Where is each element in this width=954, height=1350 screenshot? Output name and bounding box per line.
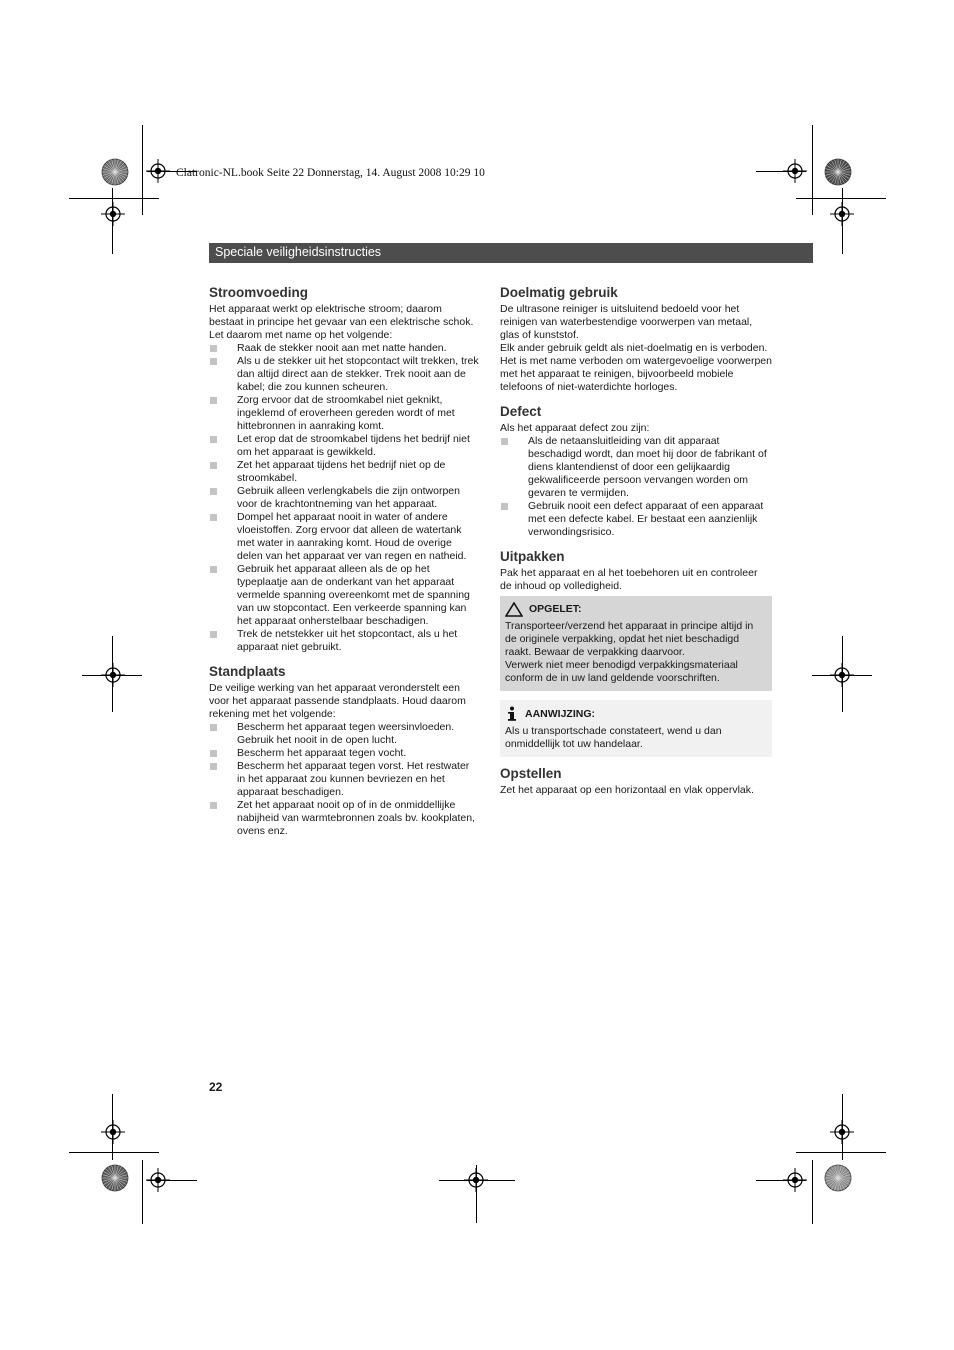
stroomvoeding-list [209,342,479,654]
registration-mark-icon [101,202,125,226]
defect-list [500,435,772,539]
section-defect [500,404,772,539]
list-item: Gebruik alleen verlengkabels die zijn ontworpen voor de krachtontneming van het apparaat. [209,485,479,511]
stroomvoeding-intro: Het apparaat werkt op elektrische stroom; daarom bestaat in principe het gevaar van een elektrische schok. Let daarom met name op het volgende: [209,303,474,341]
heading-stroomvoeding: Stroomvoeding [209,285,309,300]
crop-mark-line [796,198,886,199]
standplaats-intro: De veilige werking van het apparaat veronderstelt een voor het apparaat passende standplaats. Houd daarom rekening met het volgende: [209,682,466,720]
list-item: Bescherm het apparaat tegen vocht. [209,747,479,760]
crop-mark-line [69,1152,159,1153]
heading-doelmatig-gebruik: Doelmatig gebruik [500,285,618,300]
right-column [500,285,772,807]
crop-mark-line [142,1160,143,1224]
doelmatig-paragraph-3: Het is met name verboden om watergevoelige voorwerpen met het apparaat te reinigen, bijvoorbeeld mobiele telefoons of niet-waterdichte horloges. [500,355,772,393]
registration-mark-icon [830,1120,854,1144]
square-bullet-icon [210,514,217,521]
doelmatig-paragraph-1: De ultrasone reiniger is uitsluitend bedoeld voor het reinigen van waterbestendige voorwerpen van metaal, glas of kunststof. [500,303,753,341]
section-stroomvoeding [209,285,479,654]
registration-mark-icon [830,202,854,226]
note-title: AANWIJZING: [505,706,767,722]
caution-box [500,596,772,691]
list-item: Zet het apparaat tijdens het bedrijf niet op de stroomkabel. [209,459,479,485]
registration-mark-icon [101,663,125,687]
heading-uitpakken: Uitpakken [500,549,565,564]
opstellen-paragraph: Zet het apparaat op een horizontaal en vlak oppervlak. [500,784,754,796]
defect-intro: Als het apparaat defect zou zijn: [500,422,650,434]
crop-mark-line [812,125,813,215]
section-standplaats [209,664,479,838]
registration-mark-icon [464,1168,488,1192]
square-bullet-icon [210,724,217,731]
square-bullet-icon [210,358,217,365]
crop-mark-line [142,125,143,215]
color-rosette-icon [824,1164,852,1192]
section-opstellen [500,766,772,797]
page-number: 22 [209,1080,223,1094]
list-item: Bescherm het apparaat tegen weersinvloeden. Gebruik het nooit in de open lucht. [209,721,479,747]
list-item: Raak de stekker nooit aan met natte handen. [209,342,479,355]
list-item: Zorg ervoor dat de stroomkabel niet geknikt, ingeklemd of eroverheen gereden wordt of met hittebronnen in aanraking komt. [209,394,479,433]
heading-opstellen: Opstellen [500,766,562,781]
list-item: Let erop dat de stroomkabel tijdens het bedrijf niet om het apparaat is gewikkeld. [209,433,479,459]
color-rosette-icon [824,158,852,186]
doelmatig-paragraph-2: Elk ander gebruik geldt als niet-doelmatig en is verboden. [500,342,768,354]
color-rosette-icon [101,1164,129,1192]
list-item: Zet het apparaat nooit op of in de onmiddellijke nabijheid van warmtebronnen zoals bv. kookplaten, ovens enz. [209,799,479,838]
color-rosette-icon [101,158,129,186]
square-bullet-icon [210,488,217,495]
heading-standplaats: Standplaats [209,664,286,679]
caution-paragraph-1: Transporteer/verzend het apparaat in principe altijd in de originele verpakking, opdat het niet beschadigd raakt. Bewaar de verpakking daarvoor. [505,620,754,658]
square-bullet-icon [210,397,217,404]
warning-triangle-icon [505,602,523,617]
square-bullet-icon [210,802,217,809]
standplaats-list [209,721,479,838]
info-icon [505,706,519,722]
square-bullet-icon [210,345,217,352]
uitpakken-paragraph: Pak het apparaat en al het toebehoren uit en controleer de inhoud op volledigheid. [500,567,758,592]
square-bullet-icon [210,631,217,638]
section-doelmatig-gebruik [500,285,772,394]
list-item: Bescherm het apparaat tegen vorst. Het restwater in het apparaat zou kunnen bevriezen en het apparaat beschadigen. [209,760,479,799]
square-bullet-icon [210,750,217,757]
registration-mark-icon [830,663,854,687]
crop-mark-line [796,1152,886,1153]
list-item: Als de netaansluitleiding van dit apparaat beschadigd wordt, dan moet hij door de fabrikant of diens klantendienst of door een gelijkaardig gekwalificeerde persoon vervangen worden om gevaren te vermijden. [500,435,772,500]
list-item: Gebruik het apparaat alleen als de op het typeplaatje aan de onderkant van het apparaat vermelde spanning overeenkomt met de spanning van uw stopcontact. Een verkeerde spanning kan het apparaat onherstelbaar beschadigen. [209,563,479,628]
crop-mark-line [69,198,159,199]
caution-title: OPGELET: [505,602,767,617]
heading-defect: Defect [500,404,542,419]
left-column [209,285,479,848]
registration-mark-icon [783,1168,807,1192]
square-bullet-icon [501,438,508,445]
square-bullet-icon [210,462,217,469]
registration-mark-icon [783,159,807,183]
registration-mark-icon [146,1168,170,1192]
registration-mark-icon [101,1120,125,1144]
note-box [500,700,772,757]
crop-mark-line [812,1160,813,1224]
caution-paragraph-2: Verwerk niet meer benodigd verpakkingsmateriaal conform de in uw land geldende voorschriften. [505,659,738,684]
note-paragraph: Als u transportschade constateert, wend u dan onmiddellijk tot uw handelaar. [505,725,722,750]
list-item: Dompel het apparaat nooit in water of andere vloeistoffen. Zorg ervoor dat alleen de watertank met water in aanraking komt. Houd de overige delen van het apparaat ver van regen en natheid. [209,511,479,563]
registration-mark-icon [146,159,170,183]
print-meta-line: Clatronic-NL.book Seite 22 Donnerstag, 14. August 2008 10:29 10 [176,167,485,179]
section-header-bar [209,243,813,263]
square-bullet-icon [501,503,508,510]
list-item: Gebruik nooit een defect apparaat of een apparaat met een defecte kabel. Er bestaat een aanzienlijk verwondingsrisico. [500,500,772,539]
list-item: Als u de stekker uit het stopcontact wilt trekken, trek dan altijd direct aan de stekker. Trek nooit aan de kabel; die zou kunnen scheuren. [209,355,479,394]
list-item: Trek de netstekker uit het stopcontact, als u het apparaat niet gebruikt. [209,628,479,654]
square-bullet-icon [210,763,217,770]
section-uitpakken [500,549,772,593]
square-bullet-icon [210,566,217,573]
section-header-title: Speciale veiligheidsinstructies [215,245,382,259]
square-bullet-icon [210,436,217,443]
